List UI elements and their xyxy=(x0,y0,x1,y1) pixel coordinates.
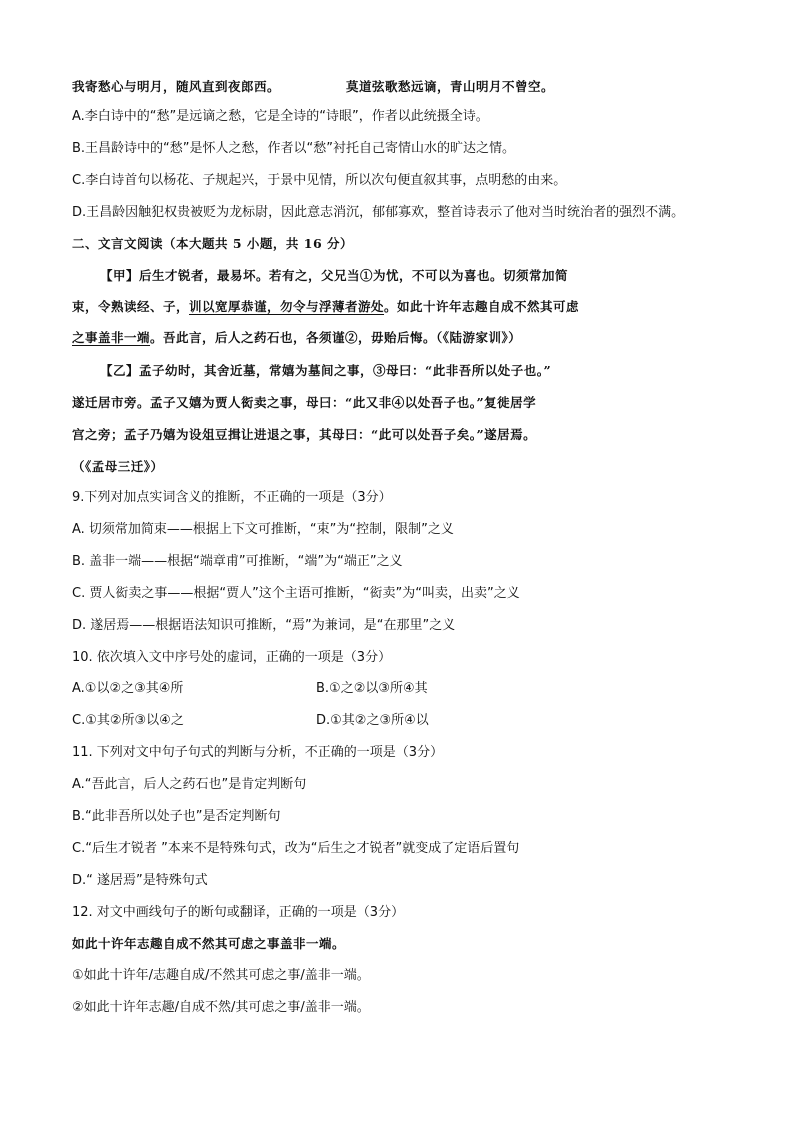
q12-option-2: ②如此十许年志趣/自成不然/其可虑之事/盖非一端。 xyxy=(72,1000,370,1015)
q10-option-c: C.①其②所③以④之 xyxy=(72,713,184,728)
q8-option-a: A.李白诗中的“愁”是远谪之愁，它是全诗的“诗眼”，作者以此统摄全诗。 xyxy=(72,109,489,124)
q9-stem: 9.下列对加点实词含义的推断，不正确的一项是（3分） xyxy=(72,490,392,505)
passage-jia-text: 束，令熟读经、子， xyxy=(72,299,190,314)
q11-option-c: C.“后生才锐者 ”本来不是特殊句式，改为“后生之才锐者”就变成了定语后置句 xyxy=(72,841,520,856)
q10-option-a: A.①以②之③其④所 xyxy=(72,681,184,696)
q11-option-a: A.“吾此言，后人之药石也”是肯定判断句 xyxy=(72,777,307,792)
passage-yi-line-1: 【乙】孟子幼时，其舍近墓，常嬉为墓间之事，③母曰：“此非吾所以处子也。” xyxy=(100,363,552,378)
q10-stem: 10. 依次填入文中序号处的虚词，正确的一项是（3分） xyxy=(72,650,392,665)
passage-jia-text: 。吾此言，后人之药石也，各须谨②，毋贻后悔。（《陆游家训》） xyxy=(150,330,522,345)
q12-stem: 12. 对文中画线句子的断句或翻译，正确的一项是（3分） xyxy=(72,905,405,920)
q8-option-d: D.王昌龄因触犯权贵被贬为龙标尉，因此意志消沉，郁郁寡欢，整首诗表示了他对当时统治者的强烈不满。 xyxy=(72,205,685,220)
underlined-sentence: 训以宽厚恭谨，勿令与浮薄者游处 xyxy=(189,299,385,314)
q12-sentence: 如此十许年志趣自成不然其可虑之事盖非一端。 xyxy=(72,936,346,951)
passage-yi-source: （《孟母三迁》） xyxy=(72,459,164,474)
underlined-sentence: 之事盖非一端 xyxy=(72,330,151,345)
passage-jia-line-2 xyxy=(72,297,579,317)
passage-jia-line-1: 【甲】后生才锐者，最易坏。若有之，父兄当①为忧，不可以为喜也。切须常加简 xyxy=(100,268,569,283)
poem-line xyxy=(72,77,554,97)
q9-option-d: D. 遂居焉——根据语法知识可推断，“焉”为兼词，是“在那里”之义 xyxy=(72,618,456,633)
q11-option-b: B.“此非吾所以处子也”是否定判断句 xyxy=(72,809,281,824)
q10-option-b: B.①之②以③所④其 xyxy=(316,681,428,696)
passage-yi-line-3: 宫之旁；孟子乃嬉为设俎豆揖让进退之事，其母曰：“此可以处吾子矣。”遂居焉。 xyxy=(72,427,537,442)
q12-option-1: ①如此十许年/志趣自成/不然其可虑之事/盖非一端。 xyxy=(72,968,370,983)
q9-option-a: A. 切须常加简束——根据上下文可推断，“束”为“控制，限制”之义 xyxy=(72,522,454,537)
q11-stem: 11. 下列对文中句子句式的判断与分析，不正确的一项是（3分） xyxy=(72,745,444,760)
q11-option-d: D.“ 遂居焉”是特殊句式 xyxy=(72,873,208,888)
poem-right: 莫道弦歌愁远谪，青山明月不曾空。 xyxy=(346,79,555,94)
q8-option-c: C.李白诗首句以杨花、子规起兴，于景中见情，所以次句便直叙其事，点明愁的由来。 xyxy=(72,173,567,188)
q9-option-b: B. 盖非一端——根据“端章甫”可推断，“端”为“端正”之义 xyxy=(72,554,403,569)
q8-option-b: B.王昌龄诗中的“愁”是怀人之愁，作者以“愁”衬托自己寄情山水的旷达之情。 xyxy=(72,141,515,156)
passage-jia-line-3 xyxy=(72,328,521,348)
passage-jia-text: 。如此十许年志趣自成不然其可虑 xyxy=(384,299,580,314)
poem-left: 我寄愁心与明月，随风直到夜郎西。 xyxy=(72,79,281,94)
passage-yi-line-2: 遂迁居市旁。孟子又嬉为贾人衒卖之事，母曰：“此又非④以处吾子也。”复徙居学 xyxy=(72,395,537,410)
section-title: 二、文言文阅读（本大题共 5 小题，共 16 分） xyxy=(72,236,354,251)
q10-option-d: D.①其②之③所④以 xyxy=(316,713,429,728)
q9-option-c: C. 贾人衒卖之事——根据“贾人”这个主语可推断，“衒卖”为“叫卖，出卖”之义 xyxy=(72,586,520,601)
